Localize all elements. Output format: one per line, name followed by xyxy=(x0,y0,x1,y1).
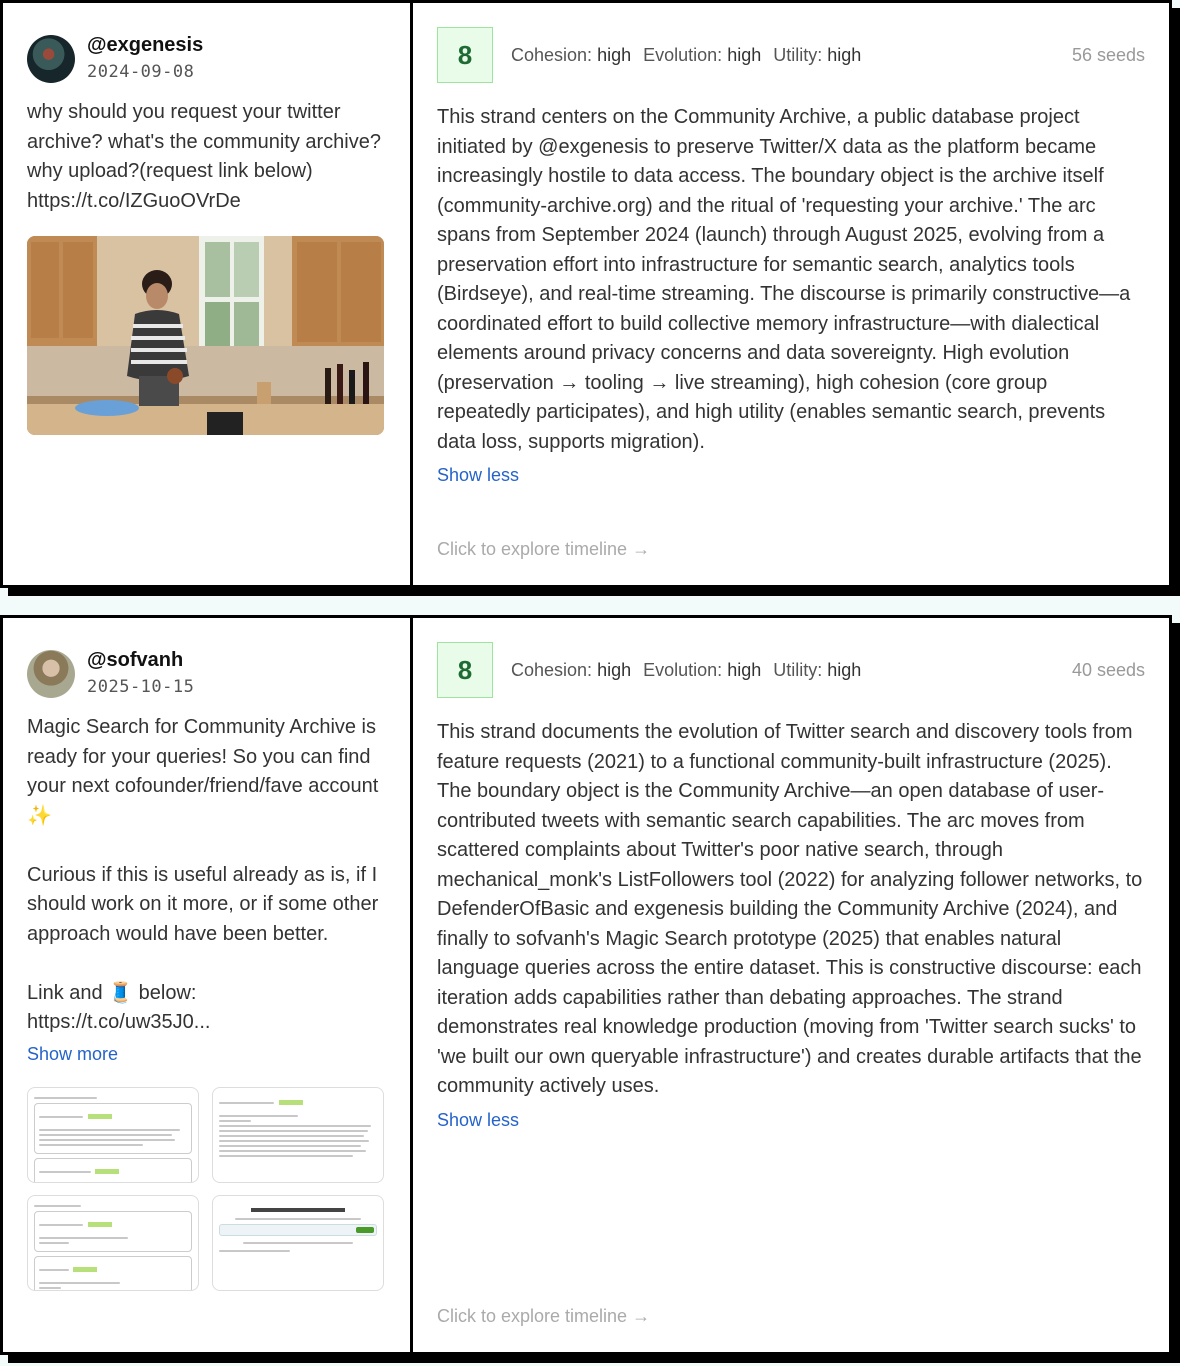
score-badge: 8 xyxy=(437,27,493,83)
tweet-author xyxy=(27,33,386,83)
tweet-text: why should you request your twitter archive? what's the community archive? why upload?(request link below) https://t.co/IZGuoOVrDe xyxy=(27,101,387,212)
tweet-date: 2024-09-08 xyxy=(87,62,195,82)
tweet-author xyxy=(27,648,386,698)
strand-meta xyxy=(437,642,1145,698)
show-less-link[interactable]: Show less xyxy=(437,465,520,485)
avatar[interactable] xyxy=(27,35,75,83)
explore-timeline-link[interactable]: Click to explore timeline → xyxy=(437,539,651,559)
seed-count: 40 seeds xyxy=(1071,659,1145,680)
tweet-media-grid xyxy=(27,1087,386,1291)
tweet-date: 2025-10-15 xyxy=(87,677,195,697)
avatar[interactable] xyxy=(27,650,75,698)
tweet-text: Magic Search for Community Archive is ready for your queries! So you can find your next cofounder/friend/fave account ✨ Curious if this is useful already as is, if I should work on it more, or if some other approach would have been better. Link and 🧵 below: https://t.co/uw35J0... xyxy=(27,716,379,1033)
explore-timeline-link[interactable]: Click to explore timeline → xyxy=(437,1306,651,1326)
metric-utility: Utility: high xyxy=(773,659,862,680)
strand-summary: This strand centers on the Community Archive, a public database project initiated by @exgenesis to preserve Twitter/X data as the platform became increasingly hostile to data access. The boundary object is the archive itself (community-archive.org) and the ritual of 'requesting your archive.' The arc spans from September 2024 (launch) through August 2025, evolving from a preservation effort into infrastructure for semantic search, analytics tools (Birdseye), and real-time streaming. The discourse is primarily constructive—a coordinated effort to build collective memory infrastructure—with dialectical elements around privacy concerns and data sovereignty. High evolution (preservation → tooling → live streaming), high cohesion (core group repeatedly participates), and high utility (enables semantic search, prevents data loss, supports migration). xyxy=(437,106,1131,453)
score-badge: 8 xyxy=(437,642,493,698)
metric-cohesion: Cohesion: high xyxy=(511,44,632,65)
metrics xyxy=(511,660,861,681)
media-thumbnail[interactable] xyxy=(27,1087,199,1183)
seed-tweet xyxy=(3,618,413,1352)
media-thumbnail[interactable] xyxy=(212,1195,384,1291)
seed-count: 56 seeds xyxy=(1071,44,1145,65)
metric-cohesion: Cohesion: high xyxy=(511,659,632,680)
strand-summary-panel xyxy=(413,618,1169,1352)
strand-summary-panel xyxy=(413,3,1169,585)
media-thumbnail[interactable] xyxy=(212,1087,384,1183)
strand-meta xyxy=(437,27,1145,83)
tweet-video-thumbnail[interactable] xyxy=(27,236,384,435)
strand-summary: This strand documents the evolution of Twitter search and discovery tools from feature requests (2021) to a functional community-built infrastructure (2025). The boundary object is the Community Archive—an open database of user-contributed tweets with semantic search capabilities. The arc moves from scattered complaints about Twitter's poor native search, through mechanical_monk's ListFollowers tool (2022) for analyzing follower networks, to DefenderOfBasic and exgenesis building the Community Archive (2024), and finally to sofvanh's Magic Search prototype (2025) that enables natural language queries across the entire dataset. This is constructive discourse: each iteration adds capabilities rather than debating approaches. The strand demonstrates real knowledge production (moving from 'Twitter search sucks' to 'we built our own queryable infrastructure') and creates durable artifacts that the community actively uses. xyxy=(437,721,1143,1097)
author-handle[interactable]: @exgenesis xyxy=(87,34,204,56)
strand-card[interactable] xyxy=(0,615,1172,1355)
seed-tweet xyxy=(3,3,413,585)
metric-utility: Utility: high xyxy=(773,44,862,65)
strand-card[interactable] xyxy=(0,0,1172,588)
media-thumbnail[interactable] xyxy=(27,1195,199,1291)
metrics xyxy=(511,45,861,66)
kitchen-scene-image xyxy=(27,236,384,435)
show-more-link[interactable]: Show more xyxy=(27,1043,119,1064)
metric-evolution: Evolution: high xyxy=(643,44,762,65)
metric-evolution: Evolution: high xyxy=(643,659,762,680)
author-handle[interactable]: @sofvanh xyxy=(87,649,184,671)
show-less-link[interactable]: Show less xyxy=(437,1109,520,1130)
